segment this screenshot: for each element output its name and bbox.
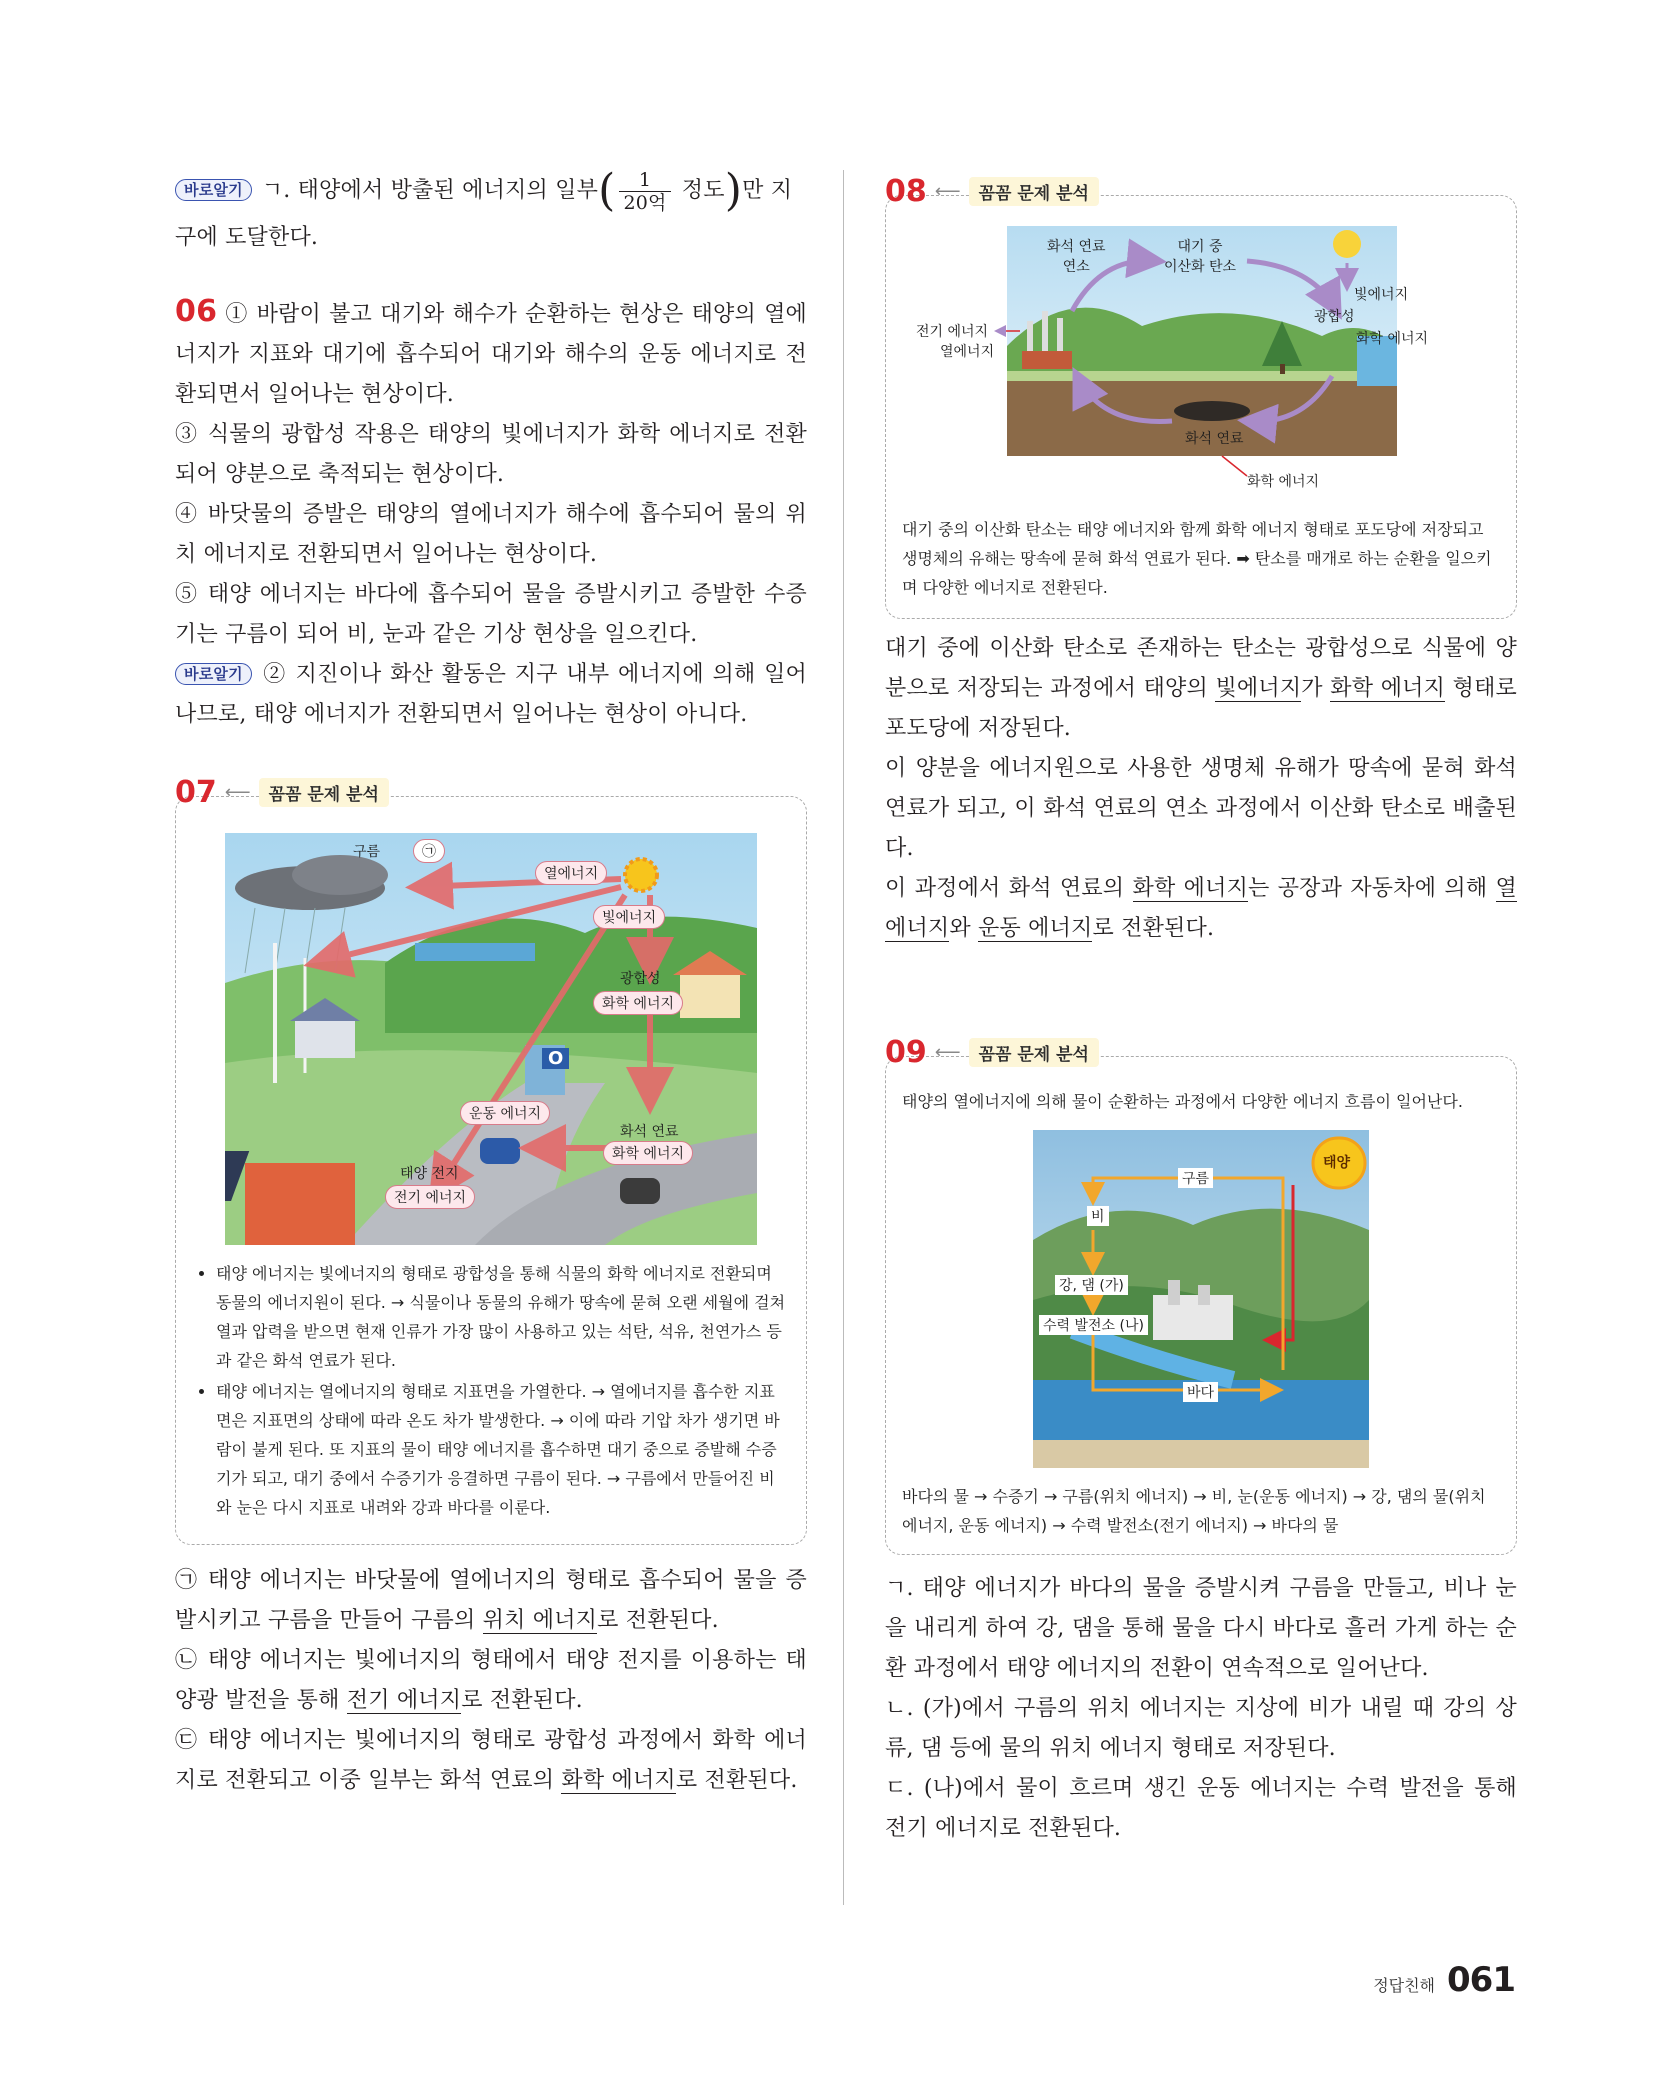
label-river-dam: 강, 댐 (가)	[1055, 1275, 1128, 1295]
intro-note-09: 태양의 열에너지에 의해 물이 순환하는 과정에서 다양한 에너지 흐름이 일어난다.	[902, 1092, 1463, 1111]
analysis-box-08	[885, 195, 1517, 619]
flow-note-09: 바다의 물 → 수증기 → 구름(위치 에너지) → 비, 눈(운동 에너지) → 강, 댐의 물(위치 에너지, 운동 에너지) → 수력 발전소(전기 에너지) → 바다의 물	[902, 1487, 1486, 1535]
column-divider	[843, 170, 844, 1905]
page-number: 061	[1447, 1960, 1515, 2000]
label-fossil-fuel: 화석 연료	[1185, 431, 1244, 447]
note-item: • 태양 에너지는 빛에너지의 형태로 광합성을 통해 식물의 화학 에너지로 전환되며 동물의 에너지원이 된다. → 식물이나 동물의 유해가 땅속에 묻혀 오랜 세월에 걸쳐 열과 압력을 받으면 현재 인류가 가장 많이 사용하고 있는 석탄, 석유, 천연가스 등과 같은 화석 연료가 된다.	[216, 1259, 786, 1375]
answer-08-text: 대기 중에 이산화 탄소로 존재하는 탄소는 광합성으로 식물에 양분으로 저장되는 과정에서 태양의 빛에너지가 화학 에너지 형태로 포도당에 저장된다. 이 양분을 에너지원으로 사용한 생명체 유해가 땅속에 묻혀 화석 연료가 되고, 이 화석 연료의 연소 과정에서 이산화 탄소로 배출된다. 이 과정에서 화석 연료의 화학 에너지는 공장과 자동차에 의해 열에너지와 운동 에너지로 전환된다.	[885, 636, 1517, 941]
analysis-box-09	[885, 1056, 1517, 1555]
analysis-tag: 꼼꼼 문제 분석	[969, 177, 1099, 206]
correction-badge: 바로알기	[175, 663, 252, 685]
question-number-07: 07	[175, 775, 217, 810]
label-solar-cell: 태양 전지	[400, 1166, 459, 1182]
label-chemical-energy-1: 화학 에너지	[593, 991, 683, 1015]
carbon-cycle-illustration	[902, 226, 1502, 501]
pointer-icon: ⟵	[934, 1042, 961, 1063]
label-sea: 바다	[1183, 1382, 1218, 1402]
pointer-icon: ⟵	[224, 782, 251, 803]
label-fossil-burning: 화석 연료 연소	[1047, 239, 1106, 275]
correction-badge: 바로알기	[175, 179, 252, 201]
label-heat-energy: 열에너지	[940, 344, 995, 360]
answer-06: 06 ① 바람이 불고 대기와 해수가 순환하는 현상은 태양의 열에너지가 지표와 대기에 흡수되어 대기와 해수의 운동 에너지로 전환되면서 일어나는 현상이다. ③ 식물의 광합성 작용은 태양의 빛에너지가 화학 에너지로 전환되어 양분으로 축적되는 현상이다. ④ 바닷물의 증발은 태양의 열에너지가 해수에 흡수되어 물의 위치 에너지로 전환되면서 일어나는 현상이다. ⑤ 태양 에너지는 바다에 흡수되어 물을 증발시키고 증발한 수증기는 구름이 되어 비, 눈과 같은 기상 현상을 일으킨다. 바로알기 ② 지진이나 화산 활동은 지구 내부 에너지에 의해 일어나므로, 태양 에너지가 전환되면서 일어나는 현상이 아니다.	[175, 294, 807, 727]
left-column	[175, 165, 807, 1801]
label-hydro-plant: 수력 발전소 (나)	[1039, 1315, 1148, 1335]
answer-09-text: ㄱ. 태양 에너지가 바다의 물을 증발시켜 구름을 만들고, 비나 눈을 내리게 하여 강, 댐을 통해 물을 다시 바다로 흘러 가게 하는 순환 과정에서 태양 에너지의 전환이 연속적으로 일어난다. ㄴ. (가)에서 구름의 위치 에너지는 지상에 비가 내릴 때 강의 상류, 댐 등에 물의 위치 에너지 형태로 저장된다. ㄷ. (나)에서 물이 흐르며 생긴 운동 에너지는 수력 발전을 통해 전기 에너지로 전환된다.	[885, 1576, 1517, 1841]
label-photosynthesis: 광합성	[620, 971, 661, 987]
answer-07	[175, 775, 807, 1801]
label-electric-energy: 전기 에너지	[916, 324, 989, 340]
answer-08	[885, 174, 1517, 949]
label-electric-energy: 전기 에너지	[385, 1185, 475, 1209]
analysis-tag: 꼼꼼 문제 분석	[259, 778, 389, 807]
label-cloud: 구름	[353, 844, 381, 860]
analysis-notes-07	[196, 1259, 786, 1522]
answer-05-note: 바로알기 ㄱ. 태양에서 방출된 에너지의 일부( $\frac{1}{\text{20억}}$ 정도)만 지 구에 도달한다.	[175, 165, 793, 250]
label-light-energy: 빛에너지	[593, 905, 665, 929]
note-item: • 태양 에너지는 열에너지의 형태로 지표면을 가열한다. → 열에너지를 흡수한 지표면은 지표면의 상태에 따라 온도 차가 발생한다. → 이에 따라 기압 차가 생기면 바람이 불게 된다. 또 지표의 물이 태양 에너지를 흡수하면 대기 중으로 증발해 수증기가 되고, 대기 중에서 수증기가 응결하면 구름이 된다. → 구름에서 만들어진 비와 눈은 다시 지표로 내려와 강과 바다를 이룬다.	[216, 1377, 786, 1522]
answer-09	[885, 1035, 1517, 1849]
analysis-note-08: 대기 중의 이산화 탄소는 태양 에너지와 함께 화학 에너지 형태로 포도당에 저장되고 생명체의 유해는 땅속에 묻혀 화석 연료가 된다. ➡ 탄소를 매개로 하는 순환을 일으키며 다양한 에너지로 전환된다.	[902, 520, 1492, 597]
page-footer	[1373, 1960, 1515, 2000]
label-cloud: 구름	[1178, 1168, 1213, 1188]
question-number-06: 06	[175, 294, 218, 329]
pointer-icon: ⟵	[934, 181, 961, 202]
analysis-box-07	[175, 796, 807, 1545]
label-fossil-fuel: 화석 연료	[620, 1124, 679, 1140]
label-sun: 태양	[1323, 1155, 1351, 1171]
question-number-08: 08	[885, 174, 927, 209]
paren-close: )	[724, 165, 743, 216]
label-light-energy: 빛에너지	[1354, 287, 1409, 303]
paren-open: (	[598, 165, 616, 216]
label-co2: 대기 중 이산화 탄소	[1164, 239, 1237, 275]
label-chemical-energy-2: 화학 에너지	[603, 1141, 693, 1165]
label-station-sign: O	[542, 1048, 569, 1069]
answer-07-text: ㉠ 태양 에너지는 바닷물에 열에너지의 형태로 흡수되어 물을 증발시키고 구름을 만들어 구름의 위치 에너지로 전환된다. ㉡ 태양 에너지는 빛에너지의 형태에서 태양 전지를 이용하는 태양광 발전을 통해 전기 에너지로 전환된다. ㉢ 태양 에너지는 빛에너지의 형태로 광합성 과정에서 화학 에너지로 전환되고 이중 일부는 화석 연료의 화학 에너지로 전환된다.	[175, 1568, 807, 1793]
energy-flow-illustration	[225, 833, 757, 1245]
landscape-svg	[225, 833, 757, 1245]
label-rain: 비	[1087, 1206, 1109, 1226]
label-chemical-energy-2: 화학 에너지	[1247, 474, 1320, 490]
footer-label: 정답친해	[1373, 1976, 1436, 1995]
label-chemical-energy: 화학 에너지	[1356, 331, 1429, 347]
water-cycle-illustration	[1033, 1130, 1369, 1468]
label-heat-energy: 열에너지	[535, 861, 607, 885]
fraction: $\frac{1}{\text{20억}}$	[619, 169, 670, 214]
question-number-09: 09	[885, 1035, 927, 1070]
analysis-tag: 꼼꼼 문제 분석	[969, 1038, 1099, 1067]
label-photosynthesis: 광합성	[1314, 309, 1355, 325]
label-circle-a: ㉠	[413, 839, 445, 863]
label-kinetic-energy: 운동 에너지	[460, 1101, 550, 1125]
right-column	[885, 170, 1517, 1849]
